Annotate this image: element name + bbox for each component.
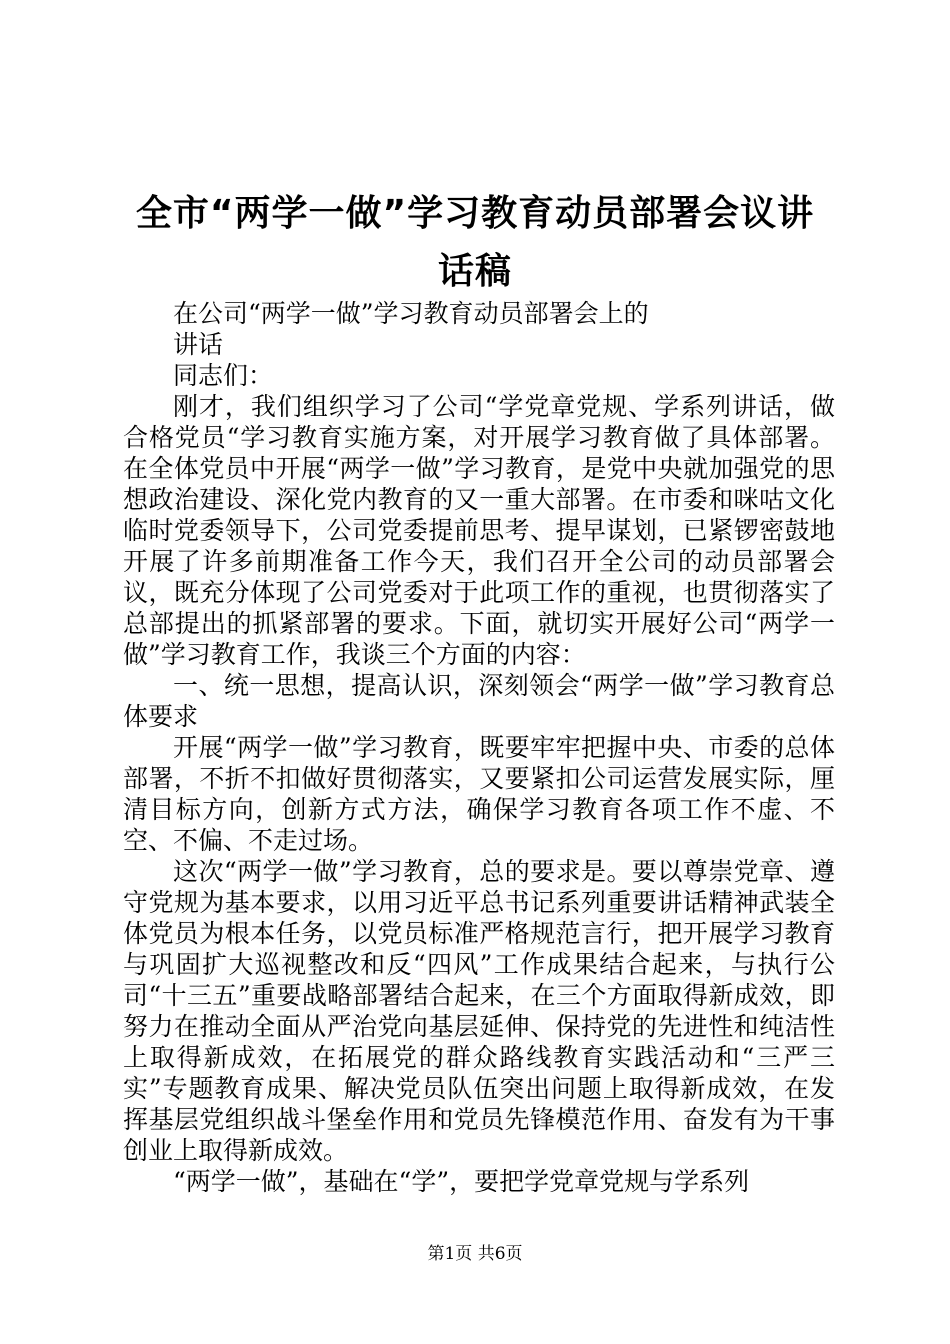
document-body <box>123 298 835 1197</box>
page-number-footer: 第1页 共6页 <box>427 1244 523 1264</box>
paragraph-opening: 刚才，我们组织学习了公司“学党章党规、学系列讲话，做合格党员“学习教育实施方案，对开展学习教育做了具体部署。在全体党员中开展“两学一做”学习教育，是党中央就加强党的思想政治建设、深化党内教育的又一重大部署。在市委和咪咕文化临时党委领导下，公司党委提前思考、提早谋划，已紧锣密鼓地开展了许多前期准备工作今天，我们召开全公司的动员部署会议，既充分体现了公司党委对于此项工作的重视，也贯彻落实了总部提出的抓紧部署的要求。下面，就切实开展好公司“两学一做”学习教育工作，我谈三个方面的内容： <box>123 392 835 669</box>
document-title: 全市“两学一做”学习教育动员部署会议讲话稿 <box>135 193 815 292</box>
paragraph: 这次“两学一做”学习教育，总的要求是。要以尊崇党章、遵守党规为基本要求，以用习近平总书记系列重要讲话精神武装全体党员为根本任务，以党员标准严格规范言行，把开展学习教育与巩固扩大巡视整改和反“四风”工作成果结合起来，与执行公司“十三五”重要战略部署结合起来，在三个方面取得新成效，即努力在推动全面从严治党向基层延伸、保持党的先进性和纯洁性上取得新成效，在拓展党的群众路线教育实践活动和“三严三实”专题教育成果、解决党员队伍突出问题上取得新成效，在发挥基层党组织战斗堡垒作用和党员先锋模范作用、奋发有为干事创业上取得新成效。 <box>123 857 835 1165</box>
salutation: 同志们： <box>173 361 274 390</box>
subtitle-line-1: 在公司“两学一做”学习教育动员部署会上的 <box>173 299 649 328</box>
paragraph: 开展“两学一做”学习教育，既要牢牢把握中央、市委的总体部署，不折不扣做好贯彻落实，又要紧扣公司运营发展实际，厘清目标方向，创新方式方法，确保学习教育各项工作不虚、不空、不偏、不走过场。 <box>123 733 835 855</box>
paragraph: “两学一做”，基础在“学”，要把学党章党规与学系列 <box>173 1167 750 1196</box>
subtitle-line-2: 讲话 <box>173 330 224 359</box>
section-heading-1: 一、统一思想，提高认识，深刻领会“两学一做”学习教育总体要求 <box>123 671 835 731</box>
